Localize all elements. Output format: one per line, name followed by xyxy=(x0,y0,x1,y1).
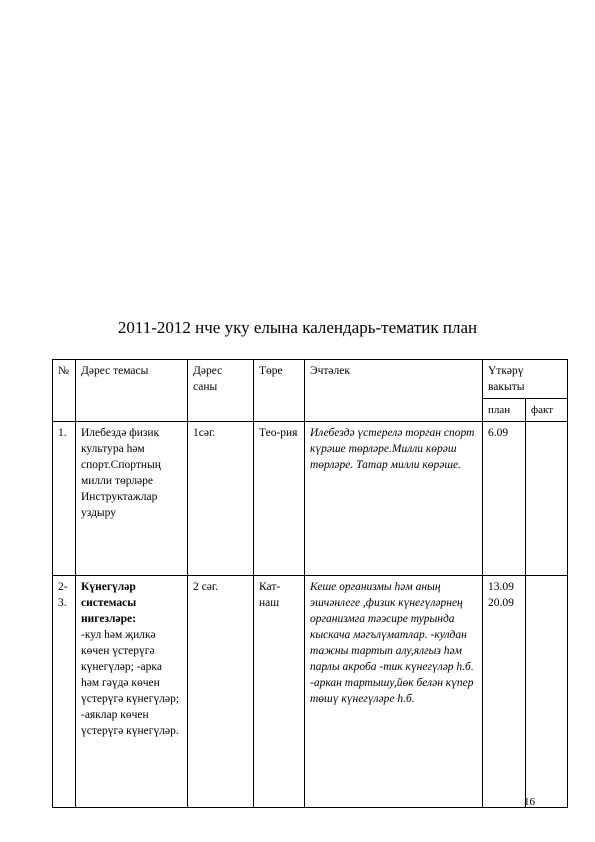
row-hours: 1сәг. xyxy=(188,422,254,576)
row-type: Тео-рия xyxy=(254,422,305,576)
row-plan-date: 6.09 xyxy=(483,422,526,576)
header-row xyxy=(53,360,568,399)
header-plan: план xyxy=(483,399,526,422)
row-topic: -кул һәм җилкә көчен үстерүгә күнегүләр; -арка һәм гәүдә көчен үстерүгә күнегүләр; -аяклар көчен үстерүгә күнегүләр. xyxy=(81,629,180,737)
row-topic: Илебездә физик культура һәм спорт.Спортның милли төрләре Инструктажлар уздыру xyxy=(76,422,188,576)
row-type: Кат-наш xyxy=(254,576,305,808)
header-content: Эчтәлек xyxy=(305,360,483,422)
row-hours: 2 сәг. xyxy=(188,576,254,808)
header-date: Үткәрү вакыты xyxy=(483,360,568,399)
row-topic-cell xyxy=(76,576,188,808)
row-plan-date: 13.09 20.09 xyxy=(483,576,526,808)
row-content: Илебездә үстерелә торган спорт күрәше төрләре.Милли көрәш төрләре. Татар милли көрәше. xyxy=(305,422,483,576)
table-row xyxy=(53,576,568,808)
table-row xyxy=(53,422,568,576)
header-type: Төре xyxy=(254,360,305,422)
page-title: 2011-2012 нче уку елына календарь-тематик план xyxy=(117,318,478,337)
calendar-plan-table xyxy=(52,359,568,808)
header-hours: Дәрес саны xyxy=(188,360,254,422)
row-content: Кеше организмы һәм аның эшчәнлеге ,физик күнегүләрнең организмга тәэсире турында кыскача мәгълүматлар. -кулдан тажны тартып алу,ялгыз һәм парлы акроба -тик күнегүләр һ.б. -аркан тартышу,йөк белән күпер төшү күнегүләре һ.б. xyxy=(305,576,483,808)
header-num: № xyxy=(53,360,76,422)
header-fact: факт xyxy=(526,399,568,422)
row-fact-date xyxy=(526,422,568,576)
header-topic: Дәрес темасы xyxy=(76,360,188,422)
row-topic-heading: Күнегүләр системасы нигезләре: xyxy=(81,581,137,625)
page-number: 16 xyxy=(524,796,535,808)
row-fact-date xyxy=(526,576,568,808)
row-number: 2-3. xyxy=(53,576,76,808)
row-number: 1. xyxy=(53,422,76,576)
